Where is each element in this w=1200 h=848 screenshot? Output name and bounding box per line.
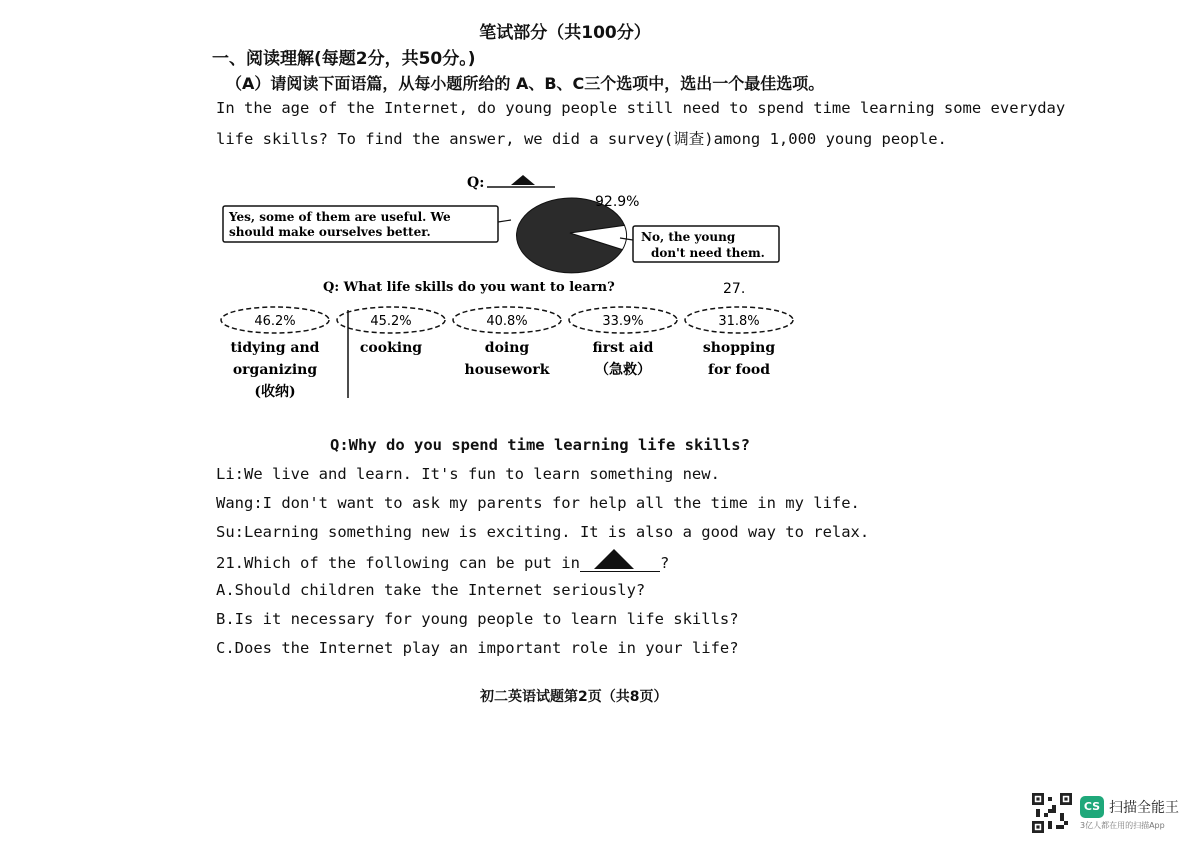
skill-name-label: housework xyxy=(464,362,550,378)
skill-name-label: shopping xyxy=(702,340,776,356)
answer-wang: Wang:I don't want to ask my parents for help all the time in my life. xyxy=(216,494,860,512)
pie-value-label-yes: 92.9% xyxy=(595,194,640,210)
skills-annotation: 27. xyxy=(723,281,746,297)
yes-callout-line-1: Yes, some of them are useful. We xyxy=(229,210,451,224)
skills-row xyxy=(221,307,793,400)
skill-name-label: first aid xyxy=(592,340,654,356)
answer-li: Li:We live and learn. It's fun to learn something new. xyxy=(216,465,720,483)
skill-name-label: cooking xyxy=(359,340,423,356)
option-c: C.Does the Internet play an important role in your life? xyxy=(216,639,739,657)
watermark-subtitle: 3亿人都在用的扫描App xyxy=(1080,821,1165,830)
section-heading: 一、阅读理解(每题2分，共50分。) xyxy=(212,49,476,69)
blank-triangle-icon xyxy=(511,175,535,185)
skill-percent-label: 33.9% xyxy=(602,314,644,329)
skill-name-label: tidying and xyxy=(230,340,320,356)
qr-code-icon xyxy=(1032,793,1072,833)
no-callout-line-1: No, the young xyxy=(641,230,736,244)
pie-question-title: Q: xyxy=(467,175,485,191)
question-21-blank xyxy=(580,551,660,572)
yes-callout-line-2: should make ourselves better. xyxy=(229,225,431,239)
skill-name-label: doing xyxy=(484,340,530,356)
camscanner-logo-icon: CS xyxy=(1080,796,1104,818)
instruction-text: （A）请阅读下面语篇，从每小题所给的 A、B、C三个选项中，选出一个最佳选项。 xyxy=(226,74,825,93)
passage-line-2: life skills? To find the answer, we did a survey(调查)among 1,000 young people. xyxy=(216,130,947,148)
question-21-end: ? xyxy=(659,554,670,572)
yes-callout-pointer xyxy=(498,220,511,222)
skill-name-label: （急救） xyxy=(595,362,651,378)
skill-percent-label: 46.2% xyxy=(254,314,296,329)
question-21-stem: 21.Which of the following can be put in xyxy=(216,554,580,572)
passage-line-1: In the age of the Internet, do young people still need to spend time learning some everyday xyxy=(216,99,1066,117)
no-callout-line-2: don't need them. xyxy=(651,246,765,260)
survey-chart xyxy=(215,160,815,410)
skill-percent-label: 40.8% xyxy=(486,314,528,329)
skills-question-title: Q: What life skills do you want to learn? xyxy=(323,280,615,295)
page-footer: 初二英语试题第2页（共8页） xyxy=(480,689,668,705)
blank-triangle-icon xyxy=(594,549,634,569)
pie-value-label-no: 7.1% xyxy=(593,232,615,242)
skill-name-label: for food xyxy=(707,362,771,378)
watermark-name: 扫描全能王 xyxy=(1109,800,1179,816)
option-a: A.Should children take the Internet seriously? xyxy=(216,581,646,599)
question-21 xyxy=(216,551,669,572)
option-b: B.Is it necessary for young people to learn life skills? xyxy=(216,610,739,628)
why-question: Q:Why do you spend time learning life skills? xyxy=(330,436,750,454)
skill-name-label: (收纳) xyxy=(254,384,296,400)
skill-percent-label: 31.8% xyxy=(718,314,760,329)
page-title: 笔试部分（共100分） xyxy=(479,23,651,43)
skill-percent-label: 45.2% xyxy=(370,314,412,329)
skill-name-label: organizing xyxy=(232,362,318,378)
answer-su: Su:Learning something new is exciting. It is also a good way to relax. xyxy=(216,523,870,541)
